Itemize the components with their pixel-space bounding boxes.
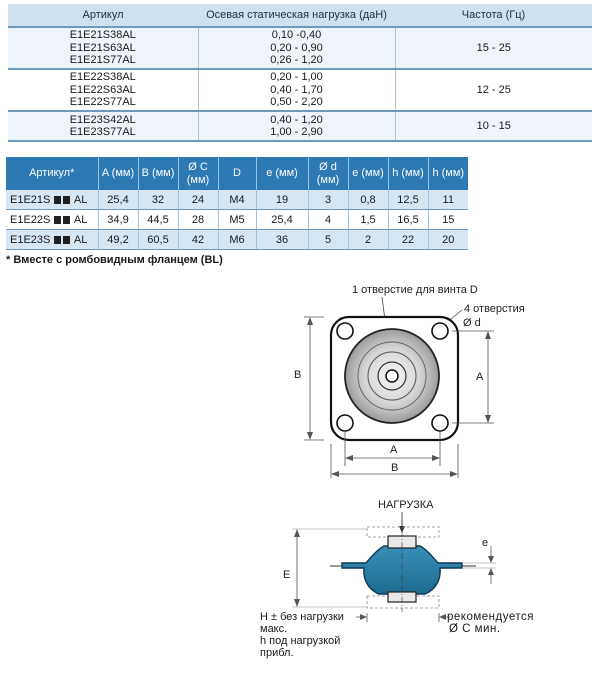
placeholder-box-icon xyxy=(54,216,61,224)
rubber-ring xyxy=(358,342,426,410)
recommendation-note xyxy=(447,611,534,635)
load-value: 0,20 - 0,90 xyxy=(270,41,323,54)
article-code: E1E23S77AL xyxy=(69,126,136,138)
dimension-a-bottom: A xyxy=(390,444,398,456)
article-code: E1E21S63AL xyxy=(69,41,136,54)
dimensions-table-header xyxy=(6,157,468,190)
recommendation-line: рекомендуется xyxy=(447,611,534,623)
load-cell xyxy=(198,69,395,111)
mount-hole xyxy=(337,323,353,339)
frequency-value: 12 - 25 xyxy=(395,69,592,111)
load-value: 1,00 - 2,90 xyxy=(270,126,323,138)
table-cell: 22 xyxy=(388,230,428,250)
article-suffix: AL xyxy=(73,233,88,246)
dimension-e-small: e xyxy=(482,537,489,549)
table-row xyxy=(8,27,592,69)
table-cell: 49,2 xyxy=(98,230,138,250)
table-cell: 36 xyxy=(256,230,308,250)
table-cell: 11 xyxy=(428,190,468,210)
rubber-body xyxy=(345,329,439,423)
article-code: E1E23S42AL xyxy=(69,113,136,126)
table-cell: 44,5 xyxy=(138,210,178,230)
table-cell: 60,5 xyxy=(138,230,178,250)
table-cell: 25,4 xyxy=(256,210,308,230)
height-note-line: H ± без нагрузки xyxy=(260,611,344,623)
height-note-line: h под нагрузкой xyxy=(260,635,341,647)
rubber-ring xyxy=(368,352,416,400)
article-code: E1E22S77AL xyxy=(69,96,136,109)
table-cell: 19 xyxy=(256,190,308,210)
placeholder-box-icon xyxy=(63,216,70,224)
dimension-b-left: B xyxy=(294,369,302,381)
leader-line xyxy=(445,310,462,324)
mount-hole xyxy=(337,415,353,431)
table-row xyxy=(8,69,592,111)
article-cell xyxy=(6,190,98,210)
article-suffix: AL xyxy=(73,213,88,226)
table-cell: 3 xyxy=(308,190,348,210)
four-holes-label: 4 отверстия xyxy=(464,303,525,315)
dimension-e-big: E xyxy=(283,569,291,581)
table-cell: 2 xyxy=(348,230,388,250)
footnote: * Вместе с ромбовидным фланцем (BL) xyxy=(6,254,223,266)
rubber-mount-side xyxy=(342,546,462,594)
placeholder-box-icon xyxy=(63,196,70,204)
header-e: e (мм) xyxy=(256,157,308,190)
table-cell: 16,5 xyxy=(388,210,428,230)
placeholder-box-icon xyxy=(54,196,61,204)
height-notes xyxy=(260,611,344,659)
table-cell: M5 xyxy=(218,210,256,230)
table-row xyxy=(6,190,468,210)
load-value: 0,20 - 1,00 xyxy=(270,71,323,84)
frequency-value: 15 - 25 xyxy=(395,27,592,69)
header-c: Ø C (мм) xyxy=(178,157,218,190)
header-article: Артикул xyxy=(8,4,198,27)
dimension-b-bottom: B xyxy=(391,462,399,474)
load-value: 0,40 - 1,70 xyxy=(270,83,323,96)
placeholder-box-icon xyxy=(63,236,70,244)
article-prefix: E1E22S xyxy=(10,213,51,226)
header-a: A (мм) xyxy=(98,157,138,190)
article-suffix: AL xyxy=(73,193,88,206)
recommendation-line: Ø C мин. xyxy=(449,623,501,635)
article-cell xyxy=(8,27,198,69)
table-cell: 4 xyxy=(308,210,348,230)
table-cell: 1,5 xyxy=(348,210,388,230)
center-boss xyxy=(378,362,406,390)
header-frequency: Частота (Гц) xyxy=(395,4,592,27)
dimension-a-right: A xyxy=(476,371,484,383)
height-note-line: макс. xyxy=(260,623,288,635)
load-cell xyxy=(198,111,395,141)
bottom-insert xyxy=(388,592,416,602)
mount-hole xyxy=(432,415,448,431)
article-prefix: E1E23S xyxy=(10,233,51,246)
table-cell: 15 xyxy=(428,210,468,230)
header-article: Артикул* xyxy=(6,157,98,190)
header-axial-load: Осевая статическая нагрузка (даН) xyxy=(198,4,395,27)
table-cell: 28 xyxy=(178,210,218,230)
table-cell: 34,9 xyxy=(98,210,138,230)
load-value: 0,26 - 1,20 xyxy=(270,54,323,67)
table-cell: 20 xyxy=(428,230,468,250)
table-cell: 42 xyxy=(178,230,218,250)
header-hole-d: Ø d (мм) xyxy=(308,157,348,190)
article-cell xyxy=(8,111,198,141)
frequency-table-header xyxy=(8,4,592,27)
flange-plate xyxy=(331,317,458,440)
table-cell: 25,4 xyxy=(98,190,138,210)
frequency-table xyxy=(8,4,592,142)
load-value: 0,50 - 2,20 xyxy=(270,96,323,109)
article-cell xyxy=(6,230,98,250)
header-h-load: h (мм) xyxy=(428,157,468,190)
header-b: B (мм) xyxy=(138,157,178,190)
article-code: E1E22S63AL xyxy=(69,83,136,96)
table-row xyxy=(8,111,592,141)
article-cell xyxy=(6,210,98,230)
dimensions-table xyxy=(6,157,468,250)
table-cell: M4 xyxy=(218,190,256,210)
article-code: E1E22S38AL xyxy=(69,71,136,84)
article-code: E1E21S77AL xyxy=(69,54,136,67)
header-d: D xyxy=(218,157,256,190)
header-h-max: h (мм) xyxy=(388,157,428,190)
table-row xyxy=(6,230,468,250)
load-value: 0,40 - 1,20 xyxy=(270,113,323,126)
leader-line xyxy=(382,297,391,366)
table-cell: M6 xyxy=(218,230,256,250)
load-value: 0,10 -0,40 xyxy=(271,29,322,42)
table-cell: 12,5 xyxy=(388,190,428,210)
table-cell: 5 xyxy=(308,230,348,250)
article-cell xyxy=(8,69,198,111)
table-row xyxy=(6,210,468,230)
center-screw-hole xyxy=(386,370,398,382)
height-note-line: прибл. xyxy=(260,647,294,659)
load-cell xyxy=(198,27,395,69)
frequency-value: 10 - 15 xyxy=(395,111,592,141)
header-e-small: e (мм) xyxy=(348,157,388,190)
placeholder-box-icon xyxy=(54,236,61,244)
table-cell: 32 xyxy=(138,190,178,210)
mount-hole xyxy=(432,323,448,339)
table-cell: 0,8 xyxy=(348,190,388,210)
article-prefix: E1E21S xyxy=(10,193,51,206)
top-stud xyxy=(388,536,416,548)
load-label: НАГРУЗКА xyxy=(378,499,434,511)
hole-diameter-label: Ø d xyxy=(463,317,481,329)
screw-hole-label: 1 отверстие для винта D xyxy=(352,284,478,296)
article-code: E1E21S38AL xyxy=(69,29,136,42)
table-cell: 24 xyxy=(178,190,218,210)
